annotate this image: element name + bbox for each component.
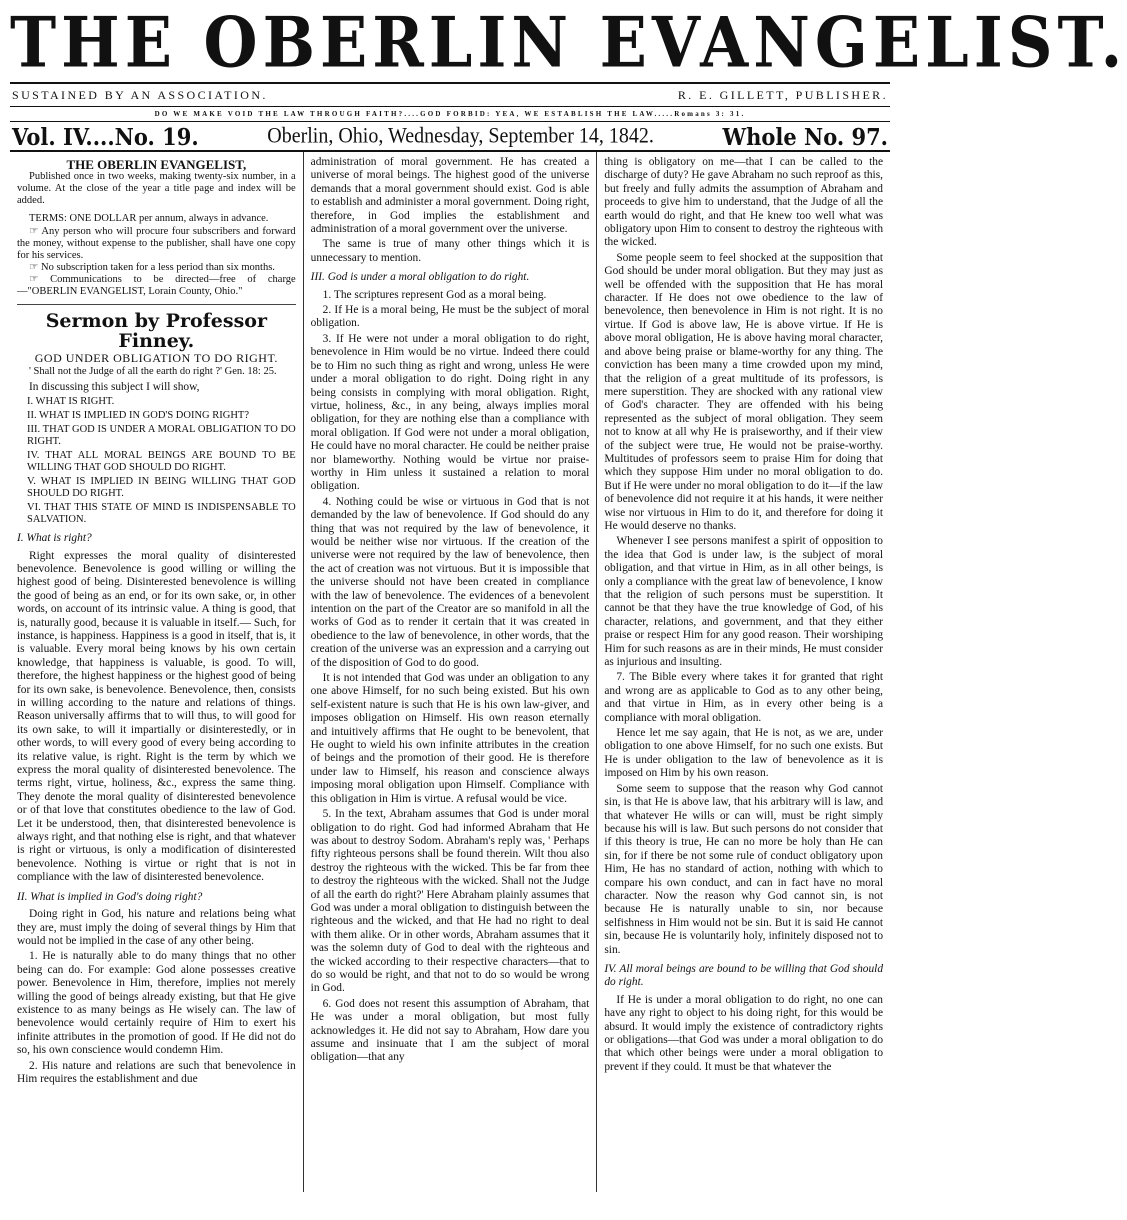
paragraph: If He is under a moral obligation to do right, no one can have any right to object to his doing right, for this would be absurd. It would imply the existence of contradictory rights or obligations—that God was under a moral obligation to do that which other beings were under a moral obligation to prevent if they could. It must be that whatever the xyxy=(604,993,884,1073)
communications-note: ☞ Communications to be directed—free of charge—"OBERLIN EVANGELIST, Lorain County, Ohio." xyxy=(17,273,296,297)
paragraph: 4. Nothing could be wise or virtuous in God that is not demanded by the law of benevolence. If God should do any thing that was not required by the law of benevolence, it would be neither wise nor virtuous. If the creation of the universe were not required by the law of benevolence, then the act of creation was not virtuous. But it is impossible that the universe should not have been created in compliance with the law of benevolence. The evidences of a benevolent intention on the part of the Creator are so manifold in all the works of God as to render it certain that it was created in obedience to the law of benevolence, in other words, that the creation of the universe was an expression and a carrying out of the disposition of God to do good. xyxy=(310,495,590,669)
publisher-text: R. E. GILLETT, PUBLISHER. xyxy=(677,88,888,102)
motto: DO WE MAKE VOID THE LAW THROUGH FAITH?....GOD FORBID: YEA, WE ESTABLISH THE LAW.....Romans 3: 31. xyxy=(154,110,746,118)
paragraph: administration of moral government. He has created a universe of moral beings. The highest good of the universe demands that a moral government should exist. God is able to establish and administer a moral government. Doing right, therefore, in God implies the establishment and administration of a moral government over the universe. xyxy=(310,156,590,236)
head-item: III. THAT GOD IS UNDER A MORAL OBLIGATION TO DO RIGHT. xyxy=(27,424,296,448)
subscription-period-note: ☞ No subscription taken for a less period than six months. xyxy=(29,261,275,273)
masthead xyxy=(10,0,1127,84)
paragraph: 5. In the text, Abraham assumes that God is under moral obligation to do right. God had informed Abraham that He was about to destroy Sodom. Abraham's reply was, ' Perhaps fifty righteous persons shall be found therein. Wilt thou also destroy the righteous with the wicked. This be far from thee to destroy the righteous with the wicked. Shall not the Judge of all the earth do right?' Here Abraham plainly assumes that God was under a moral obligation to distinguish between the righteous and the wicked, and that He had no right to deal with them alike. Or in other words, Abraham assumes that it was the solemn duty of God to deal with the righteous and the wicked according to their respective characters—that to do so would be right, and that not to do so would be wrong in God. xyxy=(310,808,590,995)
paragraph: The same is true of many other things which it is unnecessary to mention. xyxy=(310,238,590,264)
publisher-line xyxy=(10,84,890,106)
newspaper-title: THE OBERLIN EVANGELIST. xyxy=(10,1,1127,84)
head-item: I. WHAT IS RIGHT. xyxy=(27,396,115,408)
dateline xyxy=(10,122,890,150)
paragraph: 1. The scriptures represent God as a moral being. xyxy=(322,288,547,301)
paragraph: It is not intended that God was under an obligation to any one above Himself, for no such being existed. But his own self-existent nature is such that He is his own law-giver, and imposes obligation on Himself. His own reason eternally and intuitively affirms that He ought to be benevolent, that He ought to wield his own infinite attributes in the creation of beings and the promotion of their good. He is therefore under law to Himself, his reason and conscience always imposing moral obligation upon Himself. Compliance with this obligation in Him is virtue. A refusal would be vice. xyxy=(310,672,590,805)
section-heading: III. God is under a moral obligation to do right. xyxy=(310,271,530,284)
paragraph: 1. He is naturally able to do many things that no other being can do. For example: God alone possesses creative power. Benevolence in Him, therefore, implies not merely willing the good of beings already existing, but that He give existence to as many beings as He wisely can. The law of benevolence would certainly require of Him to exert his infinite attributes in the promotion of good. If He did not do so, his own conscience would condemn Him. xyxy=(17,950,296,1057)
column-1 xyxy=(10,152,303,1192)
section-heading: IV. All moral beings are bound to be willing that God should do right. xyxy=(604,962,884,989)
terms: TERMS: ONE DOLLAR per annum, always in advance. xyxy=(29,213,269,225)
paragraph: Doing right in God, his nature and relations being what they are, must imply the doing of several things by Him that would not be implied in the case of any other being. xyxy=(17,908,296,947)
association-text: SUSTAINED BY AN ASSOCIATION. xyxy=(12,88,268,102)
article-columns xyxy=(10,152,890,1192)
paragraph: 2. If He is a moral being, He must be the subject of moral obligation. xyxy=(310,304,590,330)
column-3 xyxy=(596,152,890,1192)
head-item: V. WHAT IS IMPLIED IN BEING WILLING THAT GOD SHOULD DO RIGHT. xyxy=(27,476,296,500)
head-item: II. WHAT IS IMPLIED IN GOD'S DOING RIGHT? xyxy=(27,410,249,422)
sermon-intro: In discussing this subject I will show, xyxy=(29,380,200,393)
volume-number: Vol. IV....No. 19. xyxy=(12,122,199,150)
head-item: IV. THAT ALL MORAL BEINGS ARE BOUND TO BE WILLING THAT GOD SHOULD DO RIGHT. xyxy=(27,450,296,474)
head-item: VI. THAT THIS STATE OF MIND IS INDISPENSABLE TO SALVATION. xyxy=(27,502,296,526)
paragraph: 6. God does not resent this assumption of Abraham, that He was under a moral obligation, but most fully acknowledges it. He did not say to Abraham, How dare you assume and insinuate that I am the subject of moral obligation—that any xyxy=(310,997,590,1064)
column-2 xyxy=(303,152,597,1192)
paragraph: Some people seem to feel shocked at the supposition that God should be under moral obligation. But they may just as well be offended with the supposition that He has moral character. If He does not owe obedience to the law of benevolence, then benevolence in Him is not right. It is no virtue. If God is above law, He is above virtue. If He is above moral obligation, He is above having moral character, and above being praise or blame-worthy for any thing. The conviction has been many a time crowded upon my mind, that the religion of a great multitude of its professors, is mere superstition. They are shocked with any rational view of God's character. They are offended with his being represented as the subject of moral obligation. They seem not to know at all why He is praiseworthy, and if their view of the subject were true, He would not be praise-worthy. Multitudes of professors seem to praise Him for doing that which they suppose Him under no moral obligation to do. But if He were under no moral obligation to do it—if the law of benevolence did not require it at his hands, it were neither wise nor virtuous in Him to do it, and therefore for doing it He would deserve no thanks. xyxy=(604,251,884,532)
paragraph: thing is obligatory on me—that I can be called to the discharge of duty? He gave Abraham no such reproof as this, but freely and fully admits the assumption of Abraham and proceeds to give him to understand, that the Judge of all the earth would do right, and that He knew too well what was obligatory upon Him to consent to destroy the righteous with the wicked. xyxy=(604,156,884,249)
whole-number: Whole No. 97. xyxy=(722,122,888,150)
sermon-subtitle: GOD UNDER OBLIGATION TO DO RIGHT. xyxy=(34,350,278,365)
paragraph: Hence let me say again, that He is not, as we are, under obligation to one above Himself, for no such one exists. But He is under obligation to the law of benevolence as it is imposed on Him by his own reason. xyxy=(604,727,884,780)
section-heading: I. What is right? xyxy=(17,532,92,545)
paragraph: Whenever I see persons manifest a spirit of opposition to the idea that God is under law, is the subject of moral obligation, and that virtue in Him, as in all other beings, is only a compliance with the great law of benevolence, I know that the religion of such persons must be superstition. It cannot be that they have the true knowledge of God, of his character, relations, and government, and that they either praise or respect Him for any good reason. Their worshiping Him for such reasons as are in their minds, He must consider as injurious and insulting. xyxy=(604,535,884,669)
paragraph: 7. The Bible every where takes it for granted that right and wrong are as applicable to God as to any other being, and that virtue in Him, as in every other being is a compliance with moral obligation. xyxy=(604,671,884,724)
issue-date: Oberlin, Ohio, Wednesday, September 14, 1842. xyxy=(267,123,654,148)
scripture-text: ' Shall not the Judge of all the earth do right ?' Gen. 18: 25. xyxy=(29,366,277,378)
divider xyxy=(17,304,296,305)
paragraph: 2. His nature and relations are such that benevolence in Him requires the establishment and due xyxy=(17,1059,296,1085)
sermon-heads xyxy=(17,396,296,526)
info-box-title: THE OBERLIN EVANGELIST, xyxy=(66,157,247,172)
paragraph: Right expresses the moral quality of disinterested benevolence. Benevolence is good willing or willing the highest good of being. Disinterested benevolence is willing the good of being as an end, or for its own sake, or, in other words, on account of its intrinsic value. A thing is good, that is, naturally good, because it is valuable in itself.— Such, for instance, is happiness. Happiness is a good in itself, that is, it is valuable. Every moral being knows by his own certain knowledge, that happiness is valuable, is good. To will, therefore, the highest happiness or the highest good of being for its own sake, is benevolence. Benevolence, then, consists in willing according to the nature and relations of things. Reason universally affirms that to will thus, to will good for its own sake, to will it impartially or disinterestedly, or in other words, to will every good of every being according to its relative value, is right. Right is the term by which we express the moral quality of disinterested benevolence. The terms right, virtue, holiness, &c., express the same thing. They denote the moral quality of disinterested benevolence or of that love that constitutes obedience to the law of God. Let it be understood, then, that disinterested benevolence is always right, and that nothing else is right, and that whatever is right or virtuous, is only a modification of disinterested benevolence. Nothing is virtue or right that is not in compliance with the law of disinterested benevolence. xyxy=(17,549,296,884)
publication-info: Published once in two weeks, making twenty-six number, in a volume. At the close of the year a title page and index will be added. xyxy=(17,171,296,207)
section-heading: II. What is implied in God's doing right? xyxy=(17,890,203,903)
sermon-title: Sermon by Professor Finney. xyxy=(45,309,267,352)
subscription-note: ☞ Any person who will procure four subscribers and forward the money, without expense to the publisher, shall have one copy for his services. xyxy=(17,225,296,261)
paragraph: 3. If He were not under a moral obligation to do right, benevolence in Him would be no virtue. Indeed there could be to Him no such thing as right and wrong, unless He were under a moral obligation to do right. Doing right in any being consists in complying with moral obligation. Right, virtue, holiness, &c., in any being, always implies moral obligation, for they are nothing else than a compliance with moral obligation. If God were not under a moral obligation, He could have no moral character. He could be neither praise nor blameworthy. Nothing would be virtue nor praise-worthy in Him unless it sustained a relation to moral obligation. xyxy=(310,332,590,493)
paragraph: Some seem to suppose that the reason why God cannot sin, is that He is above law, that his arbitrary will is law, and that whatever He wills or can will, must be right simply because his will is law. But such persons do not consider that if this theory is true, He can no more be holy than He can sin, for if there be not some rule of conduct obligatory upon Him, He has no standard of action, nothing with which to compare his own conduct, and can in fact have no moral character. Now the reason why God cannot sin, is not because He is naturally unable to sin, nor because selfishness in Him would not be sin. But it is said He cannot sin, because He is voluntarily holy, infinitely disposed not to sin. xyxy=(604,782,884,956)
